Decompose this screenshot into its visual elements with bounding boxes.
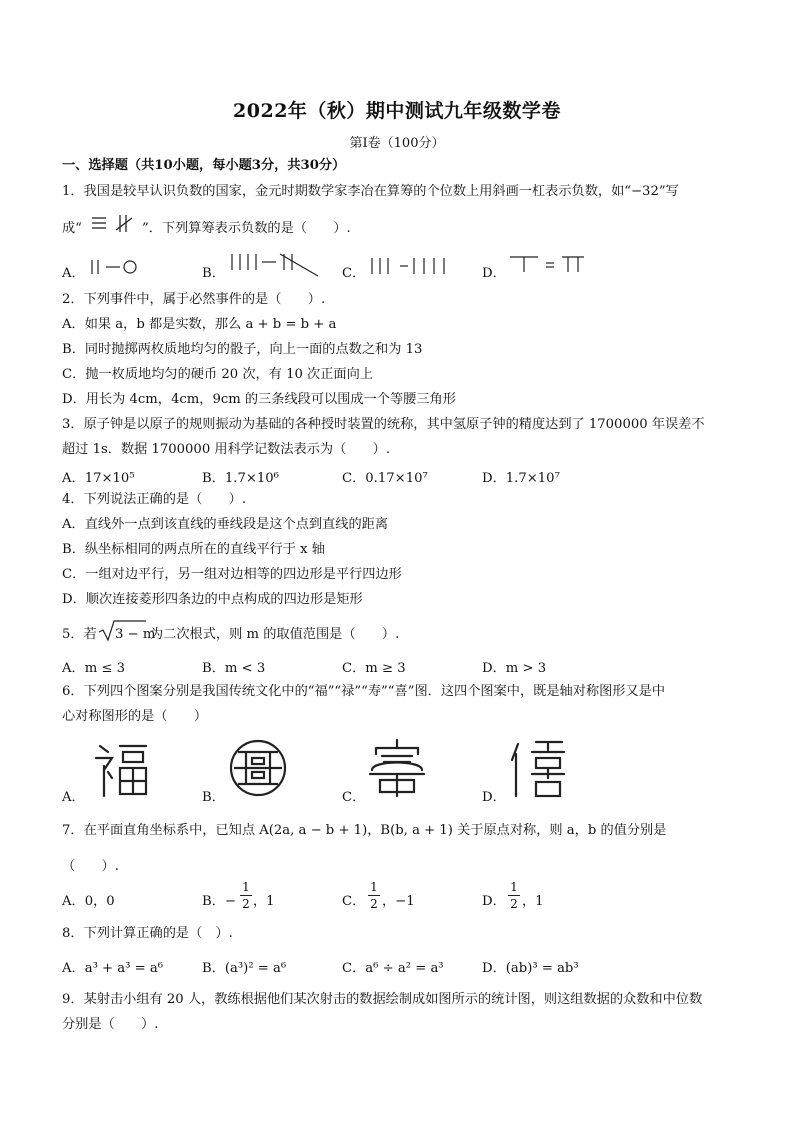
q3-stem-line1: 3．原子钟是以原子的规则振动为基础的各种授时装置的统称，其中氢原子钟的精度达到了 1700000 年误差不	[62, 417, 705, 432]
q7-option-d-frac-num: 1	[510, 880, 518, 894]
q8-option-d[interactable]: D．(ab)³ = ab³	[482, 961, 579, 976]
q7-option-a[interactable]: A．0，0	[62, 894, 115, 909]
q7-stem-line2: （ ）.	[62, 859, 119, 874]
rod-numeral-neg32-image	[88, 212, 142, 236]
q7-option-d-prefix[interactable]: D．	[482, 894, 506, 909]
rod-numeral-b-image	[228, 250, 322, 278]
q2-option-a[interactable]: A．如果 a，b 都是实数，那么 a + b = b + a	[62, 317, 337, 332]
q2-option-c[interactable]: C．抛一枚质地均匀的硬币 20 次，有 10 次正面向上	[62, 367, 373, 382]
q7-option-d-suffix: ，1	[522, 894, 544, 909]
q7-option-c-frac-num: 1	[370, 880, 378, 894]
q6-option-c[interactable]: C．	[342, 790, 366, 805]
q6-option-a[interactable]: A．	[62, 790, 85, 805]
q5-stem-end: 为二次根式，则 m 的取值范围是（ ）.	[150, 627, 400, 642]
q6-stem-line1: 6．下列四个图案分别是我国传统文化中的“福”“禄”“寿”“喜”图．这四个图案中，既是轴对称图形又是中	[62, 684, 666, 699]
q7-option-b-frac-den: 2	[242, 897, 250, 911]
q1-option-d[interactable]: D．	[482, 266, 506, 281]
q7-option-b-suffix: ，1	[253, 894, 275, 909]
q3-stem-line2: 超过 1s．数据 1700000 用科学记数法表示为（ ）.	[62, 442, 391, 457]
q1-option-b[interactable]: B．	[202, 266, 225, 281]
q5-radicand: 3 − m	[115, 627, 156, 642]
q4-stem: 4．下列说法正确的是（ ）.	[62, 492, 247, 507]
q8-option-b[interactable]: B．(a³)² = a⁶	[202, 961, 287, 976]
q2-option-b[interactable]: B．同时抛掷两枚质地均匀的骰子，向上一面的点数之和为 13	[62, 342, 423, 357]
q7-option-c-frac-den: 2	[370, 897, 378, 911]
q3-option-a[interactable]: A．17×10⁵	[62, 471, 135, 486]
rod-numeral-c-image	[368, 254, 462, 276]
q4-option-c[interactable]: C．一组对边平行，另一组对边相等的四边形是平行四边形	[62, 567, 402, 582]
q7-option-b-frac-bar	[240, 895, 252, 896]
q4-option-d[interactable]: D．顺次连接菱形四条边的中点构成的四边形是矩形	[62, 592, 363, 607]
q7-option-c-suffix: ，−1	[382, 894, 415, 909]
q5-option-a[interactable]: A．m ≤ 3	[62, 661, 126, 676]
q9-stem-line2: 分别是（ ）.	[62, 1017, 159, 1032]
q9-stem-line1: 9．某射击小组有 20 人，教练根据他们某次射击的数据绘制成如图所示的统计图，则这组数据的众数和中位数	[62, 992, 703, 1007]
q7-stem-line1: 7．在平面直角坐标系中，已知点 A(2a, a − b + 1)，B(b, a + 1) 关于原点对称，则 a，b 的值分别是	[62, 823, 667, 838]
q5-option-b[interactable]: B．m < 3	[202, 661, 266, 676]
q3-option-b[interactable]: B．1.7×10⁶	[202, 471, 279, 486]
page-title: 2022年（秋）期中测试九年级数学卷	[233, 100, 561, 122]
q1-stem-line1: 1．我国是较早认识负数的国家，金元时期数学家李冶在算筹的个位数上用斜画一杠表示负数，如“−32”写	[62, 184, 679, 199]
q1-stem-line2-start: 成“	[62, 221, 82, 236]
rod-numeral-d-image	[508, 252, 588, 276]
q6-stem-line2: 心对称图形的是（ ）	[62, 709, 208, 724]
q5-option-d[interactable]: D．m > 3	[482, 661, 547, 676]
section-heading-choice: 一、选择题（共10小题，每小题3分，共30分）	[62, 158, 346, 173]
fu-pattern-image	[90, 738, 152, 800]
q1-option-a[interactable]: A．	[62, 266, 85, 281]
q8-option-a[interactable]: A．a³ + a³ = a⁶	[62, 961, 164, 976]
q5-stem-start: 5．若	[62, 627, 97, 642]
q7-option-c-frac-bar	[368, 895, 380, 896]
q2-option-d[interactable]: D．用长为 4cm，4cm，9cm 的三条线段可以围成一个等腰三角形	[62, 392, 456, 407]
q4-option-a[interactable]: A．直线外一点到该直线的垂线段是这个点到直线的距离	[62, 517, 389, 532]
q7-option-b-prefix[interactable]: B．−	[202, 894, 236, 909]
xi-pattern-image	[508, 738, 568, 800]
shou-pattern-image	[366, 738, 428, 798]
q1-option-c[interactable]: C．	[342, 266, 366, 281]
q8-option-c[interactable]: C．a⁶ ÷ a² = a³	[342, 961, 444, 976]
q7-option-c-prefix[interactable]: C．	[342, 894, 366, 909]
q7-option-d-frac-bar	[508, 895, 520, 896]
q1-stem-line2-end: ”．下列算筹表示负数的是（ ）.	[142, 221, 351, 236]
q2-stem: 2．下列事件中，属于必然事件的是（ ）.	[62, 292, 326, 307]
q4-option-b[interactable]: B．纵坐标相同的两点所在的直线平行于 x 轴	[62, 542, 325, 557]
q7-option-d-frac-den: 2	[510, 897, 518, 911]
page-subtitle: 第Ⅰ卷（100分）	[349, 136, 445, 151]
q3-option-c[interactable]: C．0.17×10⁷	[342, 471, 428, 486]
q8-stem: 8．下列计算正确的是（ ）.	[62, 926, 233, 941]
q3-option-d[interactable]: D．1.7×10⁷	[482, 471, 560, 486]
lu-pattern-image	[228, 738, 288, 798]
q7-option-b-frac-num: 1	[242, 880, 250, 894]
q6-option-d[interactable]: D．	[482, 790, 506, 805]
q5-option-c[interactable]: C．m ≥ 3	[342, 661, 406, 676]
q6-option-b[interactable]: B．	[202, 790, 225, 805]
rod-numeral-a-image	[88, 256, 144, 276]
